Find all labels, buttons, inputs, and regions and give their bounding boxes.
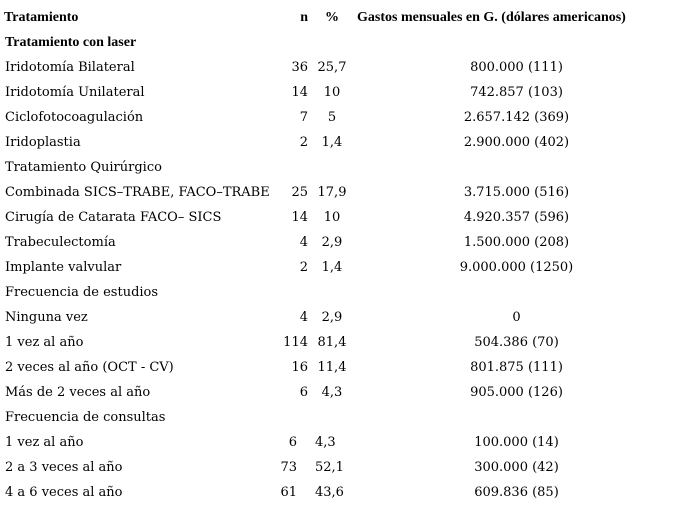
row-n: 6: [288, 435, 297, 450]
row-pct: 5: [327, 110, 337, 125]
row-gastos: 0: [512, 310, 521, 325]
row-name: Cirugía de Catarata FACO– SICS: [5, 210, 222, 225]
row-gastos: 3.715.000 (516): [463, 185, 570, 200]
row-gastos: 800.000 (111): [470, 60, 563, 75]
row-pct: 25,7: [317, 60, 347, 75]
row-pct: 81,4: [317, 335, 347, 350]
row-gastos: 504.386 (70): [474, 335, 559, 350]
row-name: 2 veces al año (OCT - CV): [5, 360, 174, 375]
row-pct: 2,9: [321, 235, 343, 250]
row-name: 1 vez al año: [5, 335, 84, 350]
table-row: [4, 130, 680, 155]
row-name: 2 a 3 veces al año: [5, 460, 123, 475]
row-name: Iridotomía Bilateral: [5, 60, 135, 75]
section-row-laser: [4, 30, 680, 55]
row-n: 36: [291, 60, 308, 75]
section-title: Tratamiento con laser: [5, 34, 137, 50]
row-pct: 4,3: [321, 385, 343, 400]
row-pct: 52,1: [315, 460, 344, 475]
row-name: Más de 2 veces al año: [5, 385, 151, 400]
table-row: [4, 180, 680, 205]
table-row: [4, 255, 680, 280]
row-name: Ninguna vez: [5, 310, 88, 325]
row-n: 73: [280, 460, 297, 475]
table-row: [4, 55, 680, 80]
section-title: Frecuencia de consultas: [5, 410, 166, 425]
row-pct: 1,4: [321, 135, 343, 150]
row-gastos: 1.500.000 (208): [463, 235, 570, 250]
section-row-estudios: [4, 280, 680, 305]
row-n: 25: [291, 185, 308, 200]
row-gastos: 609.836 (85): [474, 485, 559, 500]
row-n: 16: [291, 360, 308, 375]
row-n: 7: [299, 110, 308, 125]
row-gastos: 742.857 (103): [470, 85, 563, 100]
row-pct: 17,9: [317, 185, 347, 200]
row-n: 14: [291, 85, 308, 100]
header-gastos: Gastos mensuales en G. (dólares americanos): [357, 9, 626, 25]
table-row: [4, 80, 680, 105]
row-n: 2: [299, 260, 308, 275]
row-name: Implante valvular: [5, 260, 122, 275]
section-title: Tratamiento Quirúrgico: [5, 160, 162, 175]
section-title: Frecuencia de estudios: [5, 285, 159, 300]
table-row: [4, 430, 680, 455]
row-gastos: 9.000.000 (1250): [459, 260, 574, 275]
row-n: 114: [283, 335, 308, 350]
row-n: 2: [299, 135, 308, 150]
row-name: Trabeculectomía: [5, 235, 116, 250]
expenses-table: [4, 5, 680, 505]
row-gastos: 4.920.357 (596): [463, 210, 570, 225]
header-pct: %: [325, 9, 339, 25]
header-row: [4, 5, 680, 30]
table-row: [4, 330, 680, 355]
row-pct: 43,6: [315, 485, 344, 500]
row-name: Combinada SICS–TRABE, FACO–TRABE: [5, 185, 270, 200]
row-n: 61: [280, 485, 297, 500]
row-gastos: 2.900.000 (402): [463, 135, 570, 150]
row-gastos: 905.000 (126): [470, 385, 563, 400]
table-row: [4, 480, 680, 505]
row-pct: 2,9: [321, 310, 343, 325]
row-n: 14: [291, 210, 308, 225]
table-row: [4, 205, 680, 230]
row-name: Iridotomía Unilateral: [5, 85, 145, 100]
row-pct: 4,3: [315, 435, 336, 450]
row-name: 1 vez al año: [5, 435, 84, 450]
row-pct: 10: [323, 85, 341, 100]
table-row: [4, 230, 680, 255]
table-row: [4, 355, 680, 380]
row-gastos: 300.000 (42): [474, 460, 559, 475]
section-row-consultas: [4, 405, 680, 430]
section-row-quirurgico: [4, 155, 680, 180]
table-row: [4, 305, 680, 330]
table-row: [4, 455, 680, 480]
row-pct: 1,4: [321, 260, 343, 275]
row-gastos: 2.657.142 (369): [463, 110, 570, 125]
row-pct: 10: [323, 210, 341, 225]
row-n: 4: [299, 235, 308, 250]
row-name: Iridoplastia: [5, 135, 81, 150]
header-n: n: [300, 9, 308, 25]
row-gastos: 801.875 (111): [470, 360, 563, 375]
header-tratamiento: Tratamiento: [4, 9, 79, 25]
row-name: Ciclofotocoagulación: [5, 110, 144, 125]
row-pct: 11,4: [317, 360, 347, 375]
table-row: [4, 380, 680, 405]
table-row: [4, 105, 680, 130]
row-n: 4: [299, 310, 308, 325]
row-name: 4 a 6 veces al año: [5, 485, 123, 500]
row-n: 6: [299, 385, 308, 400]
row-gastos: 100.000 (14): [474, 435, 559, 450]
